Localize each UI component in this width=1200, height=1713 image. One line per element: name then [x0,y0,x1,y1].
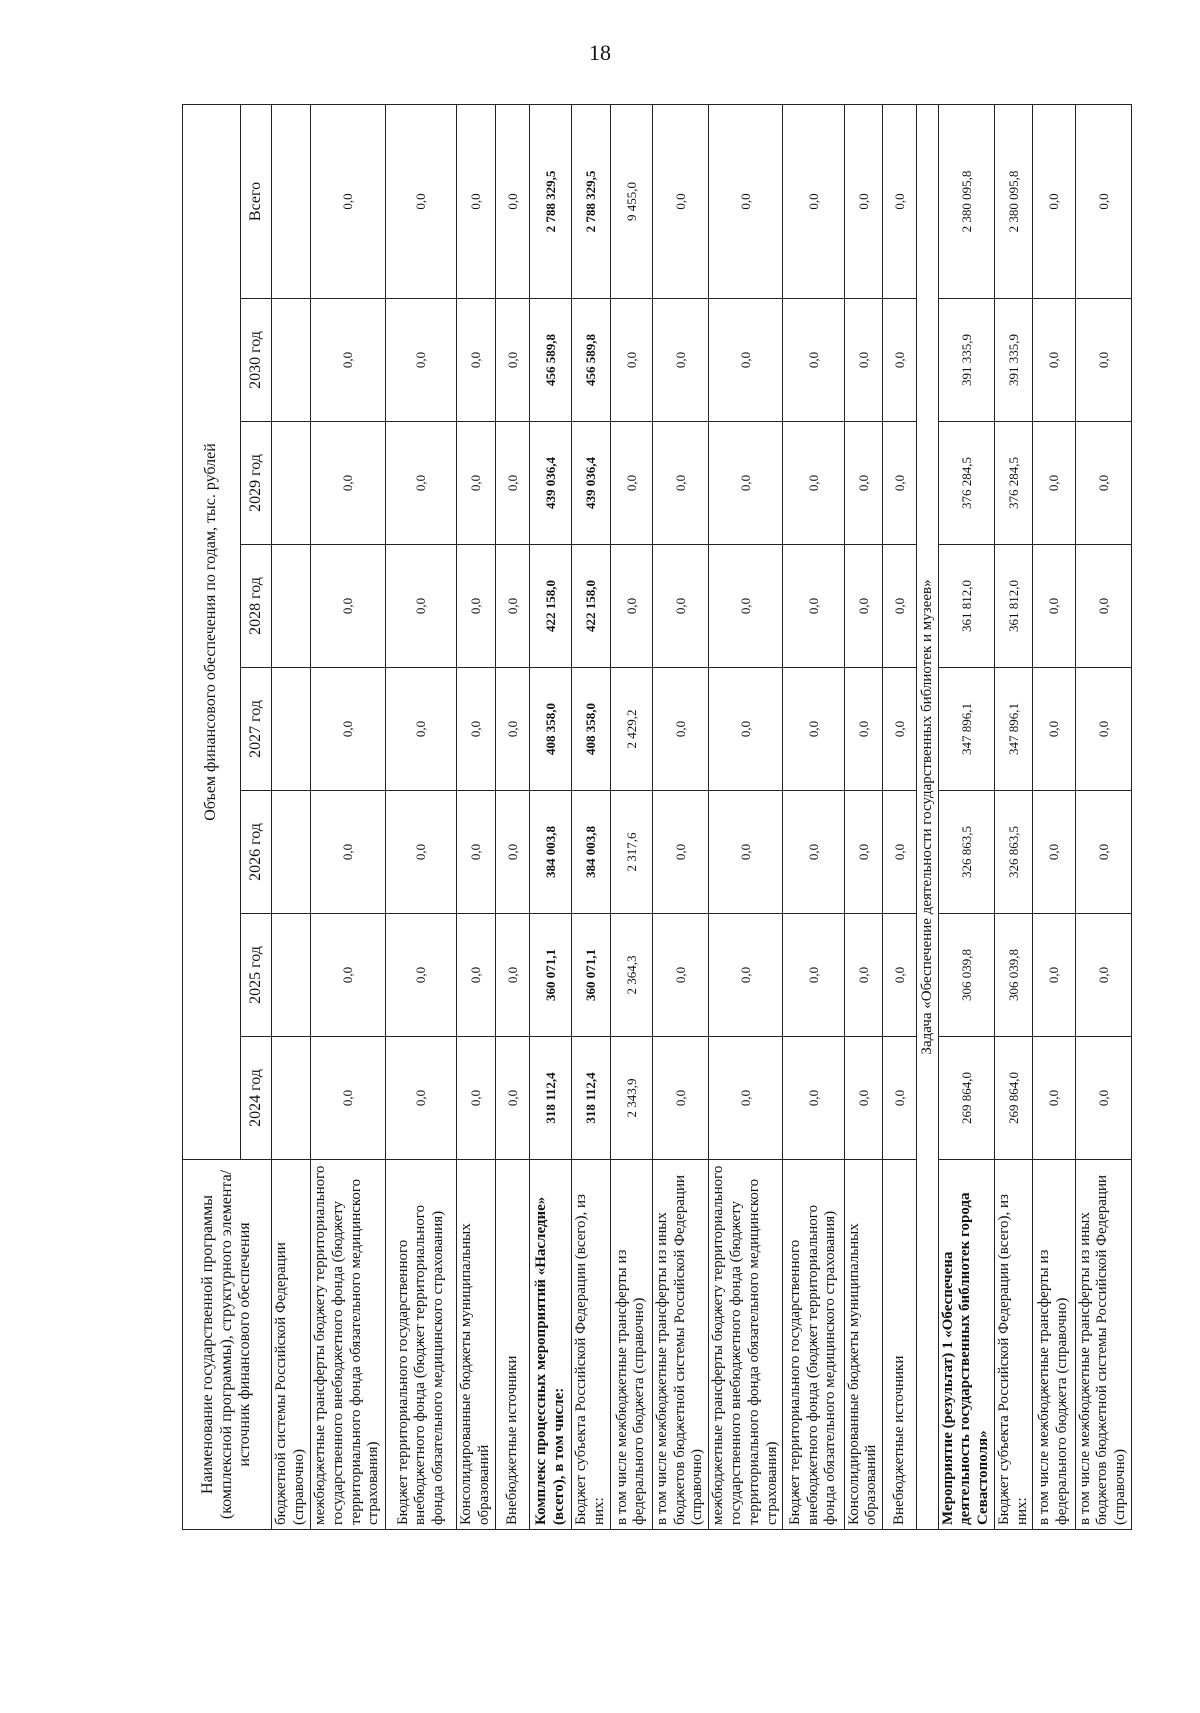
value-cell [272,1037,311,1160]
table-row [572,104,611,1529]
value-cell: 347 896,1 [938,668,994,791]
value-cell: 0,0 [495,545,529,668]
value-cell: 0,0 [457,545,496,668]
table-row [610,104,652,1529]
value-cell: 0,0 [652,104,708,298]
value-cell: 0,0 [495,104,529,298]
value-cell: 391 335,9 [938,299,994,422]
header-year-0: 2024 год [241,1037,272,1160]
row-label: Бюджет субъекта Российской Федерации (всего), из них: [994,1160,1033,1530]
value-cell: 0,0 [652,668,708,791]
value-cell: 0,0 [310,791,385,914]
value-cell: 0,0 [709,422,783,545]
value-cell: 0,0 [883,299,917,422]
value-cell: 0,0 [1033,299,1075,422]
value-cell: 0,0 [783,545,844,668]
table-body [272,104,1132,1529]
value-cell [272,914,311,1037]
value-cell: 9 455,0 [610,104,652,298]
value-cell: 0,0 [310,545,385,668]
value-cell: 269 864,0 [938,1037,994,1160]
value-cell [272,545,311,668]
table-row [883,104,917,1529]
value-cell: 0,0 [1033,791,1075,914]
table-row [783,104,844,1529]
table-row [529,104,571,1529]
value-cell: 391 335,9 [994,299,1033,422]
value-cell: 0,0 [844,668,883,791]
value-cell: 0,0 [883,914,917,1037]
value-cell: 0,0 [385,104,456,298]
header-year-5: 2029 год [241,422,272,545]
row-label: Мероприятие (результат) 1 «Обеспечена деятельность государственных библиотек города Севастополя» [938,1160,994,1530]
value-cell: 0,0 [385,791,456,914]
header-financing-group: Объем финансового обеспечения по годам, тыс. рублей [183,104,241,1159]
value-cell: 0,0 [844,1037,883,1160]
table-row [844,104,883,1529]
value-cell: 0,0 [844,791,883,914]
table-row [1033,104,1075,1529]
value-cell: 408 358,0 [529,668,571,791]
value-cell: 361 812,0 [994,545,1033,668]
value-cell: 0,0 [844,422,883,545]
value-cell: 0,0 [652,791,708,914]
value-cell: 306 039,8 [938,914,994,1037]
value-cell: 2 788 329,5 [529,104,571,298]
value-cell: 0,0 [610,545,652,668]
row-label: Комплекс процессных мероприятий «Наследие» (всего), в том числе: [529,1160,571,1530]
row-label: Бюджет территориального государственного внебюджетного фонда (бюджет территориального фонда обязательного медицинского страхования) [783,1160,844,1530]
header-year-6: 2030 год [241,299,272,422]
value-cell: 0,0 [495,422,529,545]
value-cell: 0,0 [495,299,529,422]
value-cell: 318 112,4 [572,1037,611,1160]
value-cell: 456 589,8 [529,299,571,422]
value-cell: 0,0 [385,299,456,422]
value-cell: 0,0 [385,545,456,668]
value-cell: 0,0 [457,668,496,791]
value-cell: 439 036,4 [529,422,571,545]
value-cell: 360 071,1 [529,914,571,1037]
row-label: Бюджет субъекта Российской Федерации (всего), из них: [572,1160,611,1530]
header-name-column: Наименование государственной программы (комплексной программы), структурного элемента/источник финансового обеспечения [183,1160,272,1530]
value-cell: 0,0 [457,422,496,545]
table-row [917,104,938,1529]
value-cell: 0,0 [844,299,883,422]
value-cell: 0,0 [310,422,385,545]
row-label: бюджетной системы Российской Федерации (справочно) [272,1160,311,1530]
value-cell: 0,0 [457,791,496,914]
value-cell: 2 343,9 [610,1037,652,1160]
value-cell: 422 158,0 [572,545,611,668]
value-cell: 2 364,3 [610,914,652,1037]
value-cell: 376 284,5 [938,422,994,545]
value-cell: 0,0 [844,914,883,1037]
value-cell: 0,0 [1033,668,1075,791]
value-cell: 0,0 [883,1037,917,1160]
value-cell: 0,0 [709,1037,783,1160]
value-cell: 0,0 [783,791,844,914]
value-cell: 384 003,8 [529,791,571,914]
table-row [457,104,496,1529]
value-cell: 0,0 [652,299,708,422]
value-cell: 0,0 [1033,422,1075,545]
value-cell: 2 788 329,5 [572,104,611,298]
value-cell: 0,0 [844,545,883,668]
value-cell [272,668,311,791]
value-cell [272,791,311,914]
value-cell: 361 812,0 [938,545,994,668]
value-cell: 0,0 [310,104,385,298]
table-row [709,104,783,1529]
value-cell: 0,0 [652,914,708,1037]
value-cell: 2 317,6 [610,791,652,914]
value-cell: 2 380 095,8 [938,104,994,298]
table-row [1075,104,1131,1529]
value-cell: 0,0 [1075,914,1131,1037]
value-cell: 0,0 [1075,299,1131,422]
row-label: межбюджетные трансферты бюджету территориального государственного внебюджетного фонда (бюджету территориального фонда обязательного медицинского страхования) [310,1160,385,1530]
value-cell: 456 589,8 [572,299,611,422]
value-cell: 0,0 [709,299,783,422]
row-label: Консолидированные бюджеты муниципальных образований [844,1160,883,1530]
value-cell: 318 112,4 [529,1037,571,1160]
table-row [652,104,708,1529]
value-cell: 0,0 [883,668,917,791]
task-heading: Задача «Обеспечение деятельности государственных библиотек и музеев» [917,104,938,1529]
value-cell: 0,0 [709,668,783,791]
value-cell: 0,0 [652,1037,708,1160]
value-cell: 0,0 [783,668,844,791]
header-year-1: 2025 год [241,914,272,1037]
value-cell: 0,0 [1033,914,1075,1037]
value-cell: 2 429,2 [610,668,652,791]
value-cell: 0,0 [495,914,529,1037]
table-row [495,104,529,1529]
value-cell: 0,0 [1075,422,1131,545]
financing-table [182,104,1132,1530]
value-cell: 0,0 [310,1037,385,1160]
row-label: в том числе межбюджетные трансферты из иных бюджетов бюджетной системы Российской Федерации (справочно) [1075,1160,1131,1530]
value-cell: 408 358,0 [572,668,611,791]
value-cell: 0,0 [610,299,652,422]
value-cell [272,299,311,422]
row-label: в том числе межбюджетные трансферты из иных бюджетов бюджетной системы Российской Федерации (справочно) [652,1160,708,1530]
row-label: Бюджет территориального государственного внебюджетного фонда (бюджет территориального фонда обязательного медицинского страхования) [385,1160,456,1530]
value-cell: 326 863,5 [994,791,1033,914]
value-cell: 0,0 [457,1037,496,1160]
page-number: 18 [589,40,611,65]
row-label: межбюджетные трансферты бюджету территориального государственного внебюджетного фонда (бюджету территориального фонда обязательного медицинского страхования) [709,1160,783,1530]
value-cell: 0,0 [883,545,917,668]
header-row-group [183,104,241,1529]
row-label: в том числе межбюджетные трансферты из федерального бюджета (справочно) [1033,1160,1075,1530]
value-cell: 0,0 [1075,545,1131,668]
table-row [385,104,456,1529]
value-cell: 0,0 [709,914,783,1037]
value-cell: 0,0 [883,422,917,545]
value-cell: 0,0 [495,668,529,791]
value-cell: 0,0 [457,299,496,422]
value-cell: 2 380 095,8 [994,104,1033,298]
value-cell: 439 036,4 [572,422,611,545]
row-label: Внебюджетные источники [883,1160,917,1530]
header-year-7: Всего [241,104,272,298]
value-cell: 0,0 [1033,545,1075,668]
value-cell: 0,0 [709,545,783,668]
value-cell: 384 003,8 [572,791,611,914]
value-cell: 0,0 [883,104,917,298]
table-row [994,104,1033,1529]
value-cell: 0,0 [495,791,529,914]
value-cell: 0,0 [783,422,844,545]
value-cell: 0,0 [1033,104,1075,298]
value-cell: 0,0 [310,299,385,422]
value-cell: 0,0 [495,1037,529,1160]
row-label: Консолидированные бюджеты муниципальных образований [457,1160,496,1530]
value-cell: 376 284,5 [994,422,1033,545]
value-cell: 0,0 [457,914,496,1037]
value-cell: 306 039,8 [994,914,1033,1037]
value-cell: 0,0 [709,791,783,914]
value-cell: 0,0 [457,104,496,298]
table-row [310,104,385,1529]
value-cell: 0,0 [1075,104,1131,298]
value-cell: 347 896,1 [994,668,1033,791]
value-cell: 0,0 [783,914,844,1037]
value-cell: 422 158,0 [529,545,571,668]
value-cell: 0,0 [310,668,385,791]
row-label: Внебюджетные источники [495,1160,529,1530]
value-cell: 0,0 [1075,791,1131,914]
value-cell: 0,0 [385,914,456,1037]
value-cell: 0,0 [310,914,385,1037]
value-cell: 0,0 [385,422,456,545]
header-year-4: 2028 год [241,545,272,668]
value-cell: 326 863,5 [938,791,994,914]
value-cell: 0,0 [385,1037,456,1160]
value-cell: 0,0 [1075,1037,1131,1160]
value-cell: 0,0 [844,104,883,298]
value-cell: 0,0 [652,545,708,668]
value-cell: 0,0 [883,791,917,914]
row-label: в том числе межбюджетные трансферты из федерального бюджета (справочно) [610,1160,652,1530]
value-cell [272,422,311,545]
value-cell: 0,0 [783,104,844,298]
value-cell: 0,0 [1033,1037,1075,1160]
header-year-3: 2027 год [241,668,272,791]
value-cell: 0,0 [610,422,652,545]
table-row [938,104,994,1529]
value-cell: 0,0 [709,104,783,298]
value-cell: 0,0 [385,668,456,791]
header-year-2: 2026 год [241,791,272,914]
table-row [272,104,311,1529]
value-cell: 0,0 [652,422,708,545]
value-cell: 0,0 [1075,668,1131,791]
rotated-table-container [182,105,1132,1530]
value-cell [272,104,311,298]
value-cell: 0,0 [783,1037,844,1160]
value-cell: 0,0 [783,299,844,422]
value-cell: 360 071,1 [572,914,611,1037]
value-cell: 269 864,0 [994,1037,1033,1160]
